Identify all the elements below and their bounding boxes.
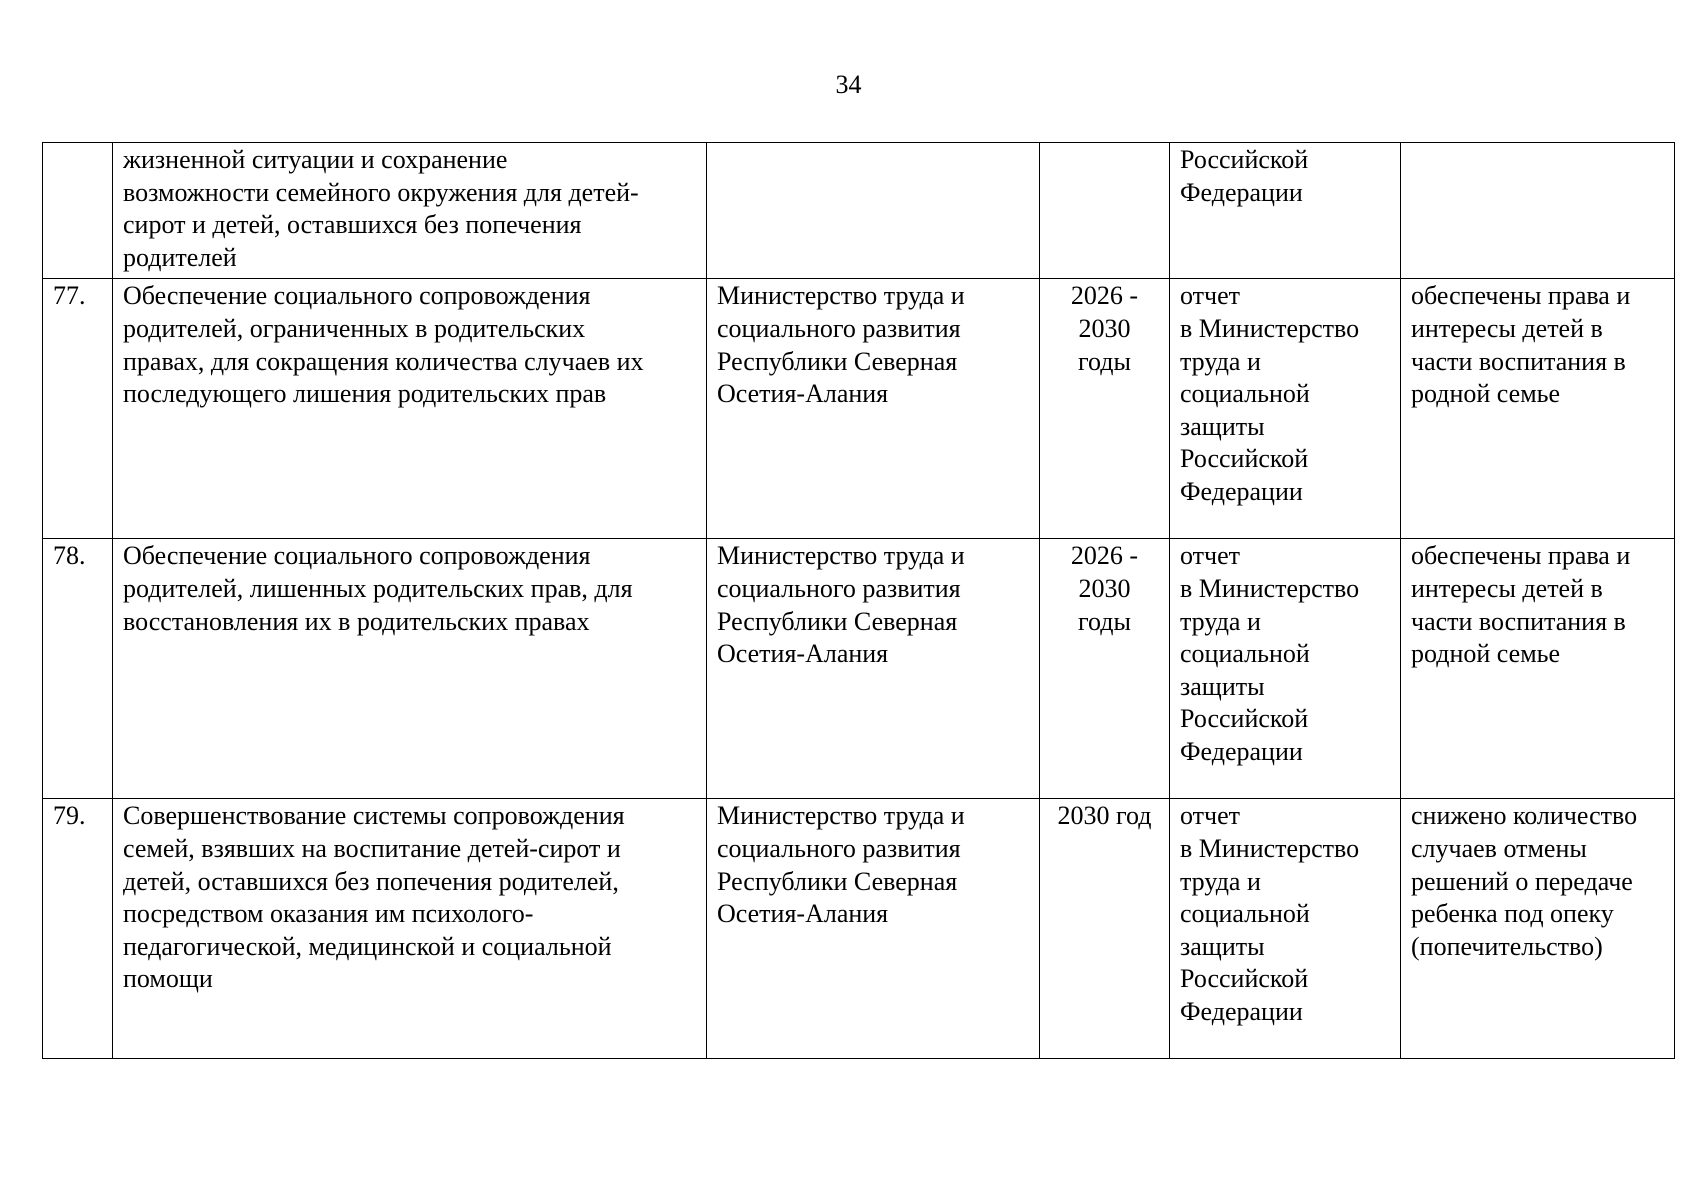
executor-cell: Министерство труда и социального развития Республики Северная Осетия-Алания bbox=[707, 799, 1040, 1059]
report-cell: отчет в Министерство труда и социальной защиты Российской Федерации bbox=[1170, 539, 1401, 799]
report-cell: отчет в Министерство труда и социальной защиты Российской Федерации bbox=[1170, 279, 1401, 539]
measure-cell: Совершенствование системы сопровождения семей, взявших на воспитание детей-сирот и детей, оставшихся без попечения родителей, посредством оказания им психолого- педагогической, медицинской и социальной помощи bbox=[113, 799, 707, 1059]
period-cell: 2026 - 2030 годы bbox=[1040, 279, 1170, 539]
report-cell: отчет в Министерство труда и социальной защиты Российской Федерации bbox=[1170, 799, 1401, 1059]
table-row bbox=[43, 799, 1675, 1059]
table-row bbox=[43, 143, 1675, 279]
executor-cell: Министерство труда и социального развития Республики Северная Осетия-Алания bbox=[707, 539, 1040, 799]
period-cell bbox=[1040, 143, 1170, 279]
result-cell: обеспечены права и интересы детей в части воспитания в родной семье bbox=[1401, 279, 1675, 539]
period-cell: 2026 - 2030 годы bbox=[1040, 539, 1170, 799]
measures-table bbox=[42, 142, 1675, 1059]
result-cell: обеспечены права и интересы детей в части воспитания в родной семье bbox=[1401, 539, 1675, 799]
item-number-cell: 79. bbox=[43, 799, 113, 1059]
executor-cell bbox=[707, 143, 1040, 279]
result-cell: снижено количество случаев отмены решений о передаче ребенка под опеку (попечительство) bbox=[1401, 799, 1675, 1059]
item-number-cell: 78. bbox=[43, 539, 113, 799]
measure-cell: Обеспечение социального сопровождения родителей, ограниченных в родительских правах, для сокращения количества случаев их последующего лишения родительских прав bbox=[113, 279, 707, 539]
measure-cell: Обеспечение социального сопровождения родителей, лишенных родительских прав, для восстановления их в родительских правах bbox=[113, 539, 707, 799]
measure-cell: жизненной ситуации и сохранение возможности семейного окружения для детей- сирот и детей, оставшихся без попечения родителей bbox=[113, 143, 707, 279]
period-cell: 2030 год bbox=[1040, 799, 1170, 1059]
executor-cell: Министерство труда и социального развития Республики Северная Осетия-Алания bbox=[707, 279, 1040, 539]
item-number-cell: 77. bbox=[43, 279, 113, 539]
table-row bbox=[43, 279, 1675, 539]
result-cell bbox=[1401, 143, 1675, 279]
item-number-cell bbox=[43, 143, 113, 279]
report-cell: Российской Федерации bbox=[1170, 143, 1401, 279]
table-row bbox=[43, 539, 1675, 799]
page-number: 34 bbox=[835, 70, 862, 99]
